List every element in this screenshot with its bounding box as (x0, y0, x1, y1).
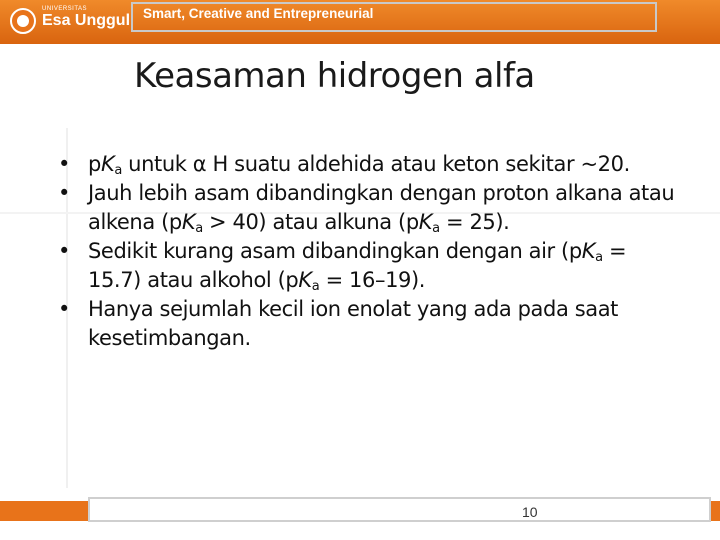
bullet-icon: • (58, 181, 70, 205)
list-item: • Hanya sejumlah kecil ion enolat yang ada pada saat kesetimbangan. (58, 297, 619, 350)
university-logo-icon (10, 8, 36, 34)
bullet-icon: • (58, 152, 70, 176)
bullet-list (58, 150, 678, 353)
logo-name: Esa Unggul (42, 12, 131, 29)
footer-frame (88, 497, 711, 522)
list-item: • $pK_a$ untuk α H suatu aldehida atau keton sekitar ~20. (58, 152, 630, 178)
page-number: 10 (522, 504, 538, 520)
logo-subtitle: UNIVERSITAS (42, 6, 88, 12)
tagline: Smart, Creative and Entrepreneurial (143, 6, 374, 21)
bullet-icon: • (58, 297, 70, 321)
slide-title: Keasaman hidrogen alfa (134, 56, 535, 96)
list-item: • Sedikit kurang asam dibandingkan dengan air $(pK_a = 15.7)$ atau alkohol $(pK_a = 16-19)$. (58, 239, 627, 294)
bullet-icon: • (58, 239, 70, 263)
list-item: • Jauh lebih asam dibandingkan dengan proton alkana atau alkena $(pK_a > 40)$ atau alkuna $(pK_a = 25)$. (58, 181, 675, 236)
